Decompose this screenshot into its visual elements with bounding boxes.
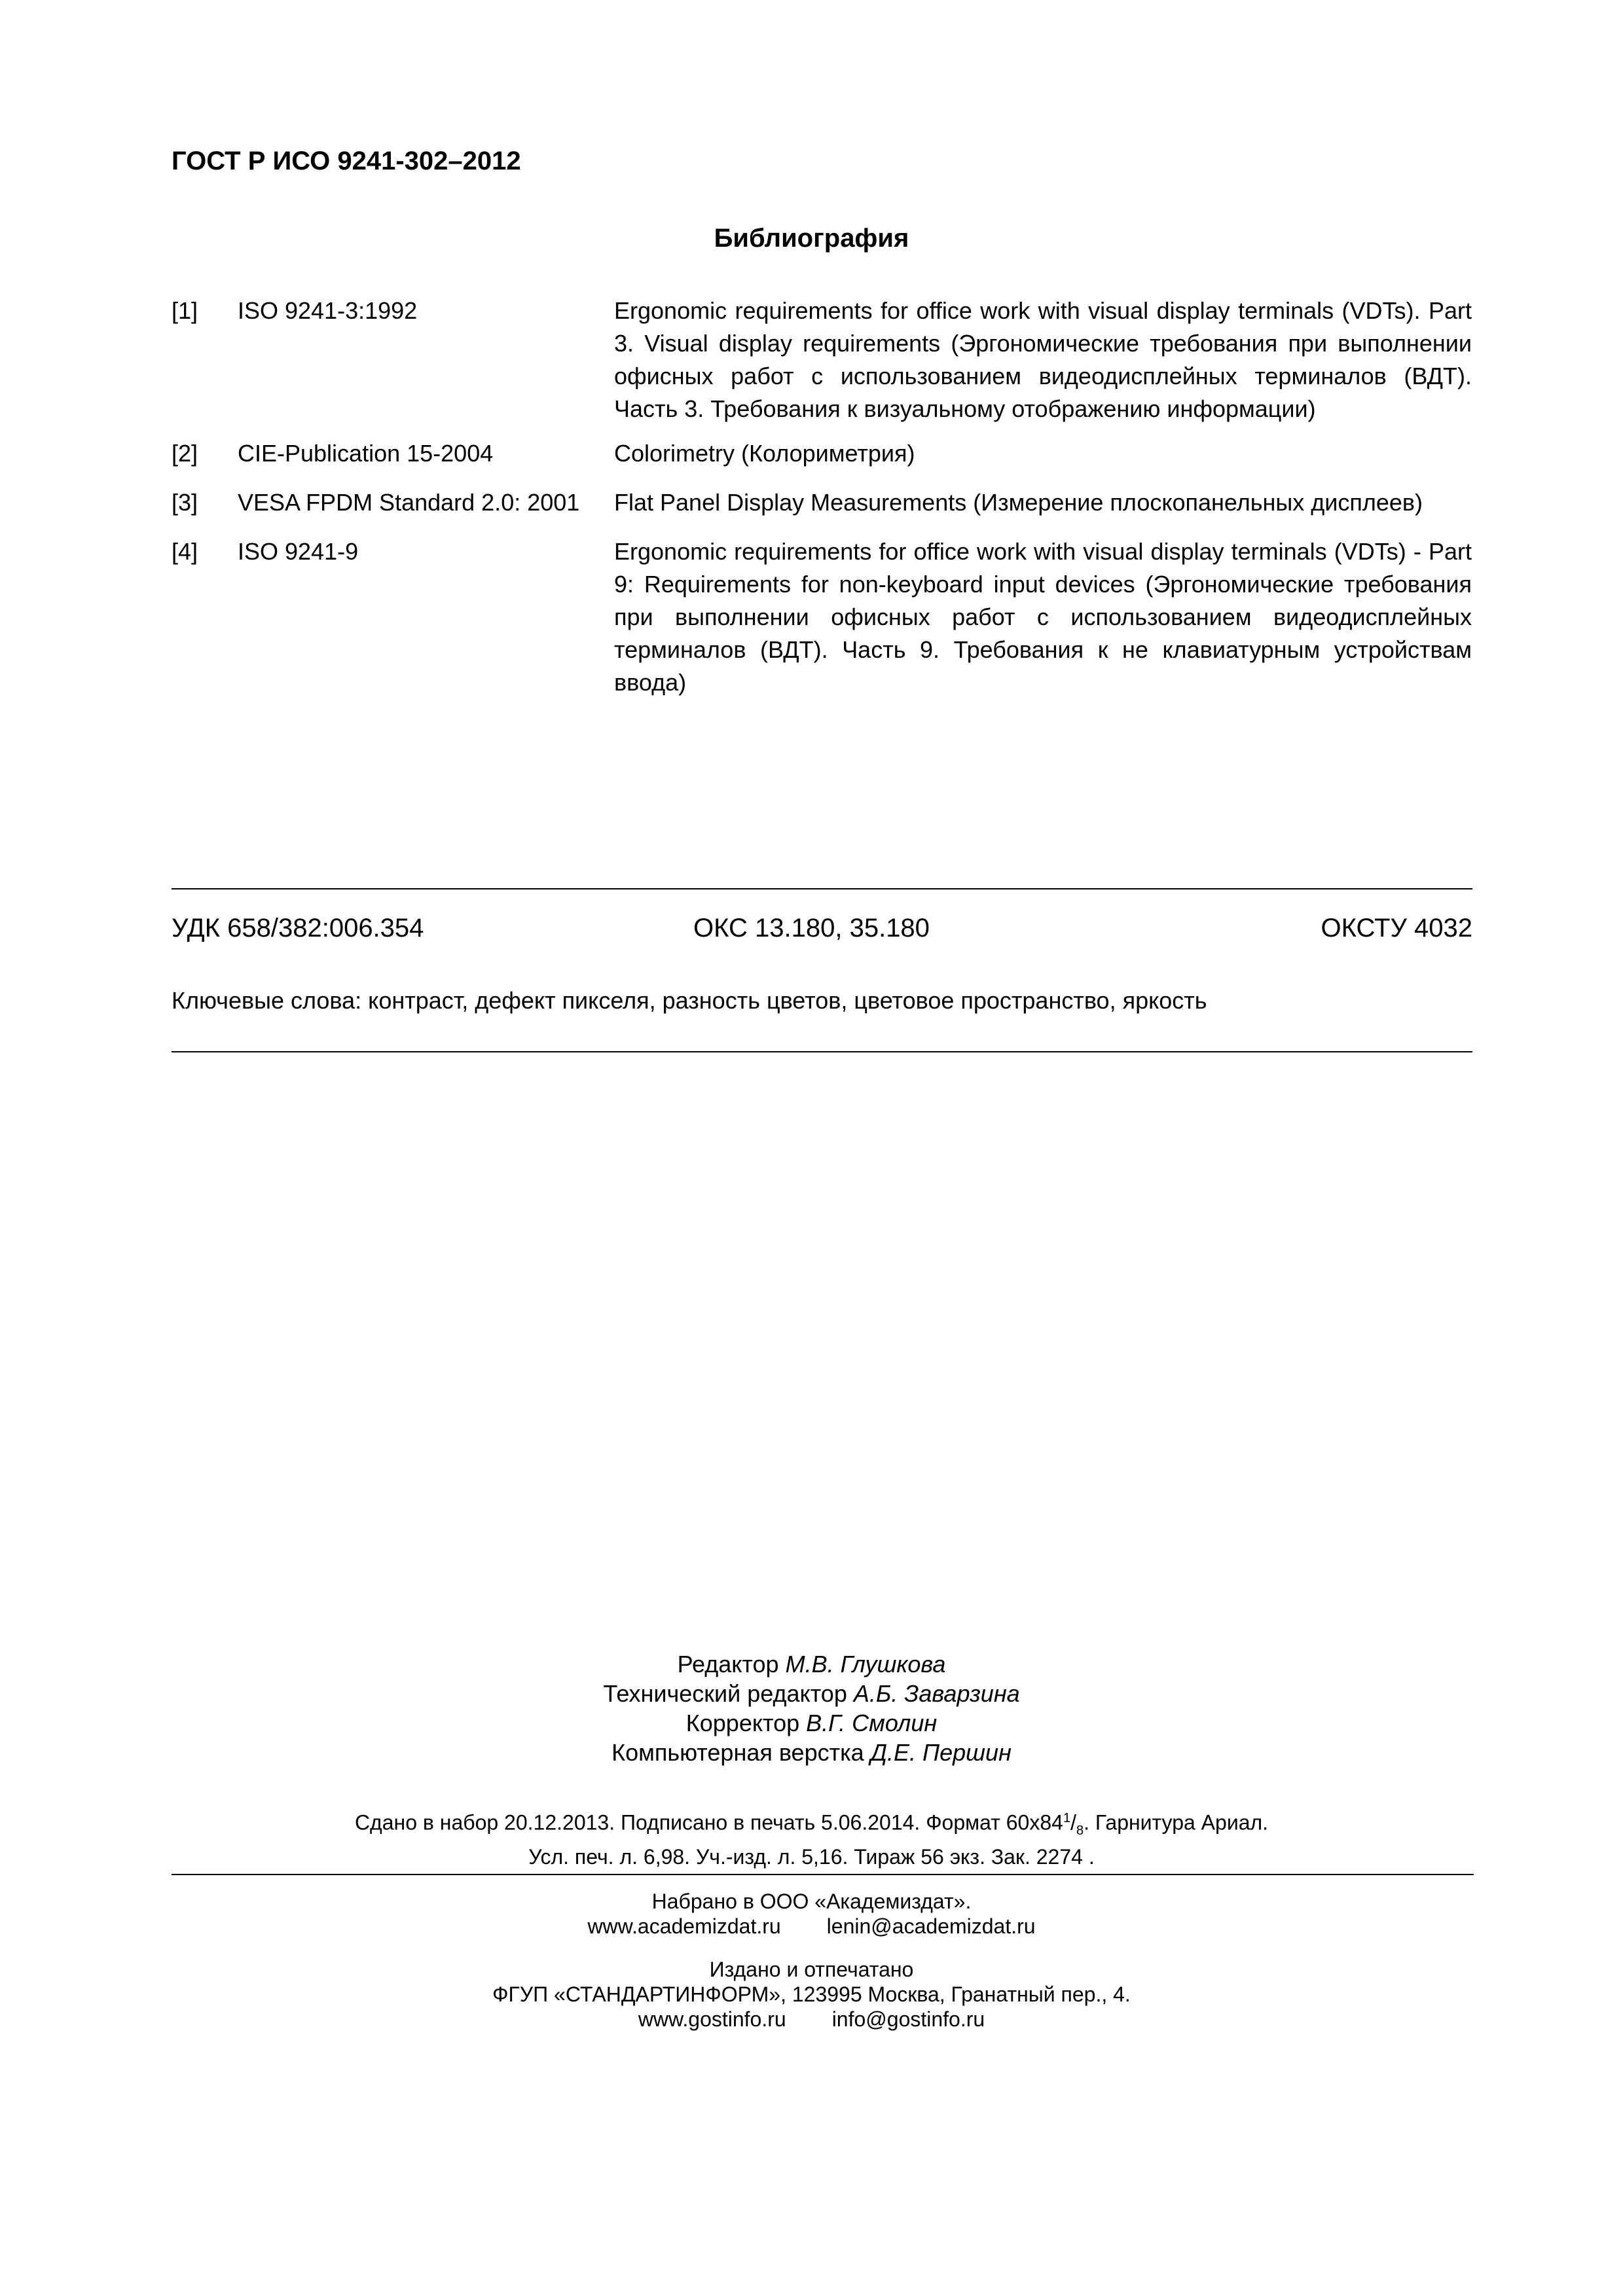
entry-description: Ergonomic requirements for office work with visual display terminals (VDTs) - Part 9: Requirements for non-keyboard input devices (Эргономические требования при выполнении офисных работ с использованием видеодисплейных терминалов (ВДТ). Часть 9. Требования к не клавиатурным устройствам ввода) [614,538,1472,696]
entry-code: ISO 9241-3:1992 [238,297,418,324]
keywords-line: Ключевые слова: контраст, дефект пикселя, разность цветов, цветовое пространство, яркость [172,987,1207,1014]
credit-role: Компьютерная верстка [611,1739,864,1766]
divider-line [172,1874,1474,1875]
credit-name: В.Г. Смолин [806,1710,938,1736]
imprint-line-1: Сдано в набор 20.12.2013. Подписано в печать 5.06.2014. Формат $60х84^1/_8$. Гарнитура Ариал. [354,1810,1269,1839]
divider-line [172,888,1472,889]
publisher-line-1: Издано и отпечатано [709,1958,914,1981]
credit-role: Редактор [677,1651,779,1677]
entry-description: Flat Panel Display Measurements (Измерение плоскопанельных дисплеев) [614,489,1423,516]
entry-number: [2] [172,440,198,467]
okstu-code: ОКСТУ 4032 [1321,914,1472,942]
typeset-block [0,1889,1623,1939]
publisher-block [0,1957,1623,2032]
entry-description: Colorimetry (Колориметрия) [614,440,915,467]
typeset-email-link[interactable]: lenin@academizdat.ru [826,1914,1036,1938]
entry-code: CIE-Publication 15-2004 [238,440,494,467]
document-id: ГОСТ Р ИСО 9241-302–2012 [172,147,521,175]
publisher-contacts [0,2007,1623,2032]
imprint-line-2: Усл. печ. л. 6,98. Уч.-изд. л. 5,16. Тираж 56 экз. Зак. 2274 . [528,1845,1095,1869]
credit-layout [0,1738,1623,1767]
entry-number: [4] [172,538,198,565]
typeset-line: Набрано в ООО «Академиздат». [651,1890,972,1913]
publisher-email-link[interactable]: info@gostinfo.ru [831,2007,985,2031]
entry-description: Ergonomic requirements for office work with visual display terminals (VDTs). Part 3. Visual display requirements (Эргономические требования при выполнении офисных работ с использованием видеодисплейных терминалов (ВДТ). Часть 3. Требования к визуальному отображению информации) [614,297,1472,422]
format-fraction-numerator: 1 [1063,1811,1071,1825]
credit-proofreader [0,1708,1623,1738]
publisher-website-link[interactable]: www.gostinfo.ru [638,2007,786,2031]
publisher-line-2: ФГУП «СТАНДАРТИНФОРМ», 123995 Москва, Гранатный пер., 4. [492,1982,1131,2006]
typeset-website-link[interactable]: www.academizdat.ru [587,1914,781,1938]
entry-code: VESA FPDM Standard 2.0: 2001 [238,489,580,516]
credit-name: Д.Е. Першин [870,1739,1012,1766]
oks-code: ОКС 13.180, 35.180 [693,914,930,942]
imprint-block [0,1805,1623,1870]
imprint-text: Сдано в набор 20.12.2013. Подписано в печать 5.06.2014. Формат 60х84 [354,1810,1063,1835]
credits-block [0,1649,1623,1767]
bibliography-title: Библиография [714,224,909,253]
udk-code: УДК 658/382:006.354 [172,914,424,942]
credit-role: Корректор [685,1710,800,1736]
credit-technical-editor [0,1679,1623,1708]
credit-name: А.Б. Заварзина [853,1680,1020,1707]
entry-number: [3] [172,489,198,516]
entry-code: ISO 9241-9 [238,538,359,565]
format-fraction-denominator: 8 [1076,1823,1084,1839]
divider-line [172,1051,1472,1052]
credit-role: Технический редактор [603,1680,847,1707]
imprint-text: . Гарнитура Ариал. [1084,1810,1269,1835]
entry-number: [1] [172,297,198,324]
credit-name: М.В. Глушкова [785,1651,946,1677]
typeset-contacts [0,1914,1623,1939]
credit-editor [0,1649,1623,1679]
